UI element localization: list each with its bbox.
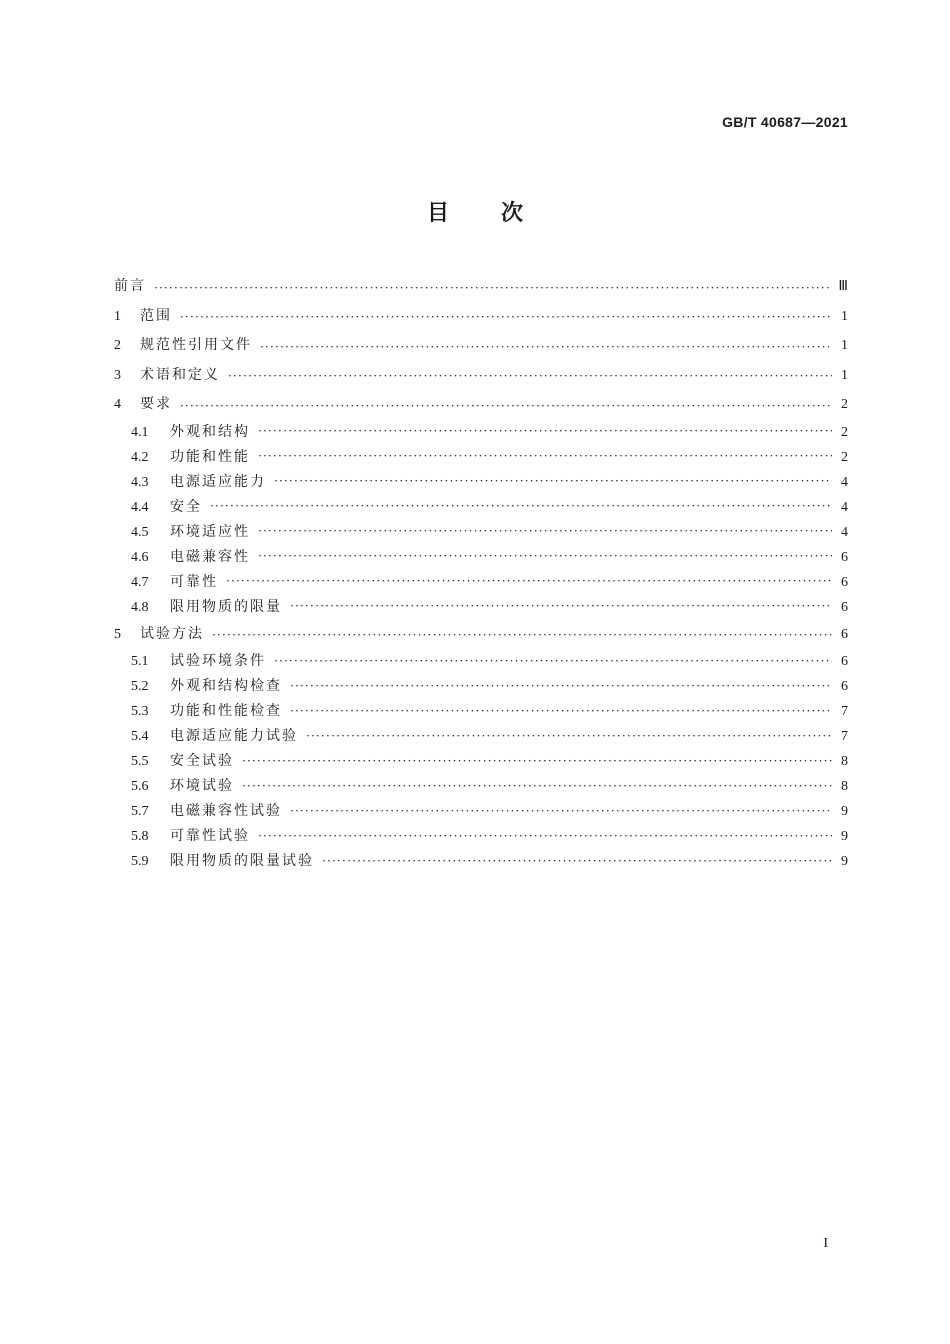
toc-entry-title: 外观和结构检查	[170, 678, 282, 694]
toc-entry[interactable]	[114, 545, 848, 570]
toc-entry-number: 5.8	[131, 829, 149, 844]
toc-entry[interactable]	[114, 595, 848, 620]
toc-entry[interactable]	[114, 470, 848, 495]
toc-entry-page: 8	[841, 754, 848, 769]
toc-entry-title: 电源适应能力	[170, 473, 266, 490]
toc-entry-title: 功能和性能检查	[170, 703, 282, 719]
toc-entry-title: 试验方法	[140, 625, 204, 642]
toc-entry-number: 4.5	[131, 524, 149, 540]
toc-entry-number: 4.3	[131, 474, 149, 490]
toc-entry[interactable]	[114, 774, 848, 799]
toc-entry-page: Ⅲ	[838, 279, 848, 294]
toc-entry-number: 4.4	[131, 499, 149, 515]
toc-dot-leader	[210, 500, 832, 514]
toc-entry-number: 4.6	[131, 549, 149, 565]
toc-entry-page: 8	[841, 779, 848, 794]
toc-dot-leader	[290, 705, 832, 719]
table-of-contents	[114, 272, 848, 874]
toc-entry-number: 5.2	[131, 679, 149, 694]
toc-entry-title: 功能和性能	[170, 448, 250, 465]
toc-dot-leader	[290, 680, 832, 694]
toc-entry-title: 电磁兼容性试验	[170, 803, 282, 819]
toc-entry-title: 范围	[140, 307, 172, 324]
toc-entry[interactable]	[114, 390, 848, 420]
toc-entry-title: 限用物质的限量试验	[170, 853, 314, 869]
toc-dot-leader	[290, 600, 832, 614]
toc-entry-page: 7	[841, 729, 848, 744]
toc-dot-leader	[322, 855, 832, 869]
toc-entry-title: 电磁兼容性	[170, 548, 250, 565]
toc-entry-page: 7	[841, 704, 848, 719]
toc-entry-number: 1	[114, 308, 121, 324]
toc-dot-leader	[226, 575, 832, 589]
toc-entry-title: 术语和定义	[140, 366, 220, 383]
toc-entry-page: 2	[841, 397, 848, 412]
toc-entry-number: 5.9	[131, 854, 149, 869]
toc-entry-page: 6	[841, 599, 848, 615]
toc-entry[interactable]	[114, 420, 848, 445]
page-title: 目次	[426, 201, 575, 226]
toc-entry-number: 4.8	[131, 599, 149, 615]
toc-entry[interactable]	[114, 699, 848, 724]
toc-entry-title: 安全	[170, 498, 202, 515]
toc-entry-number: 5	[114, 626, 121, 642]
toc-entry-number: 5.5	[131, 754, 149, 769]
toc-dot-leader	[258, 550, 832, 564]
toc-entry[interactable]	[114, 520, 848, 545]
toc-entry-page: 6	[841, 626, 848, 642]
toc-entry[interactable]	[114, 649, 848, 674]
toc-dot-leader	[274, 475, 832, 489]
toc-entry[interactable]	[114, 849, 848, 874]
toc-entry-page: 9	[841, 854, 848, 869]
toc-entry-page: 6	[841, 574, 848, 590]
toc-entry-title: 外观和结构	[170, 423, 250, 440]
toc-dot-leader	[306, 730, 832, 744]
toc-entry[interactable]	[114, 824, 848, 849]
toc-dot-leader	[154, 280, 832, 294]
toc-entry-title: 限用物质的限量	[170, 598, 282, 615]
toc-dot-leader	[258, 450, 832, 464]
toc-dot-leader	[260, 339, 832, 353]
toc-entry[interactable]	[114, 361, 848, 391]
toc-entry-title: 试验环境条件	[170, 653, 266, 669]
toc-entry[interactable]	[114, 799, 848, 824]
toc-entry-page: 6	[841, 679, 848, 694]
toc-entry[interactable]	[114, 272, 848, 302]
toc-entry[interactable]	[114, 302, 848, 332]
toc-entry-number: 5.3	[131, 704, 149, 719]
toc-entry[interactable]	[114, 495, 848, 520]
toc-dot-leader	[258, 830, 832, 844]
toc-entry-number: 5.4	[131, 729, 149, 744]
toc-dot-leader	[258, 425, 832, 439]
toc-entry-title: 前言	[114, 278, 146, 294]
toc-entry-number: 4.2	[131, 449, 149, 465]
toc-entry-title: 环境试验	[170, 778, 234, 794]
toc-entry-page: 1	[841, 338, 848, 353]
toc-dot-leader	[242, 755, 832, 769]
toc-entry-number: 5.6	[131, 779, 149, 794]
toc-entry-title: 要求	[140, 396, 172, 412]
toc-entry-page: 4	[841, 474, 848, 490]
toc-entry-number: 4.1	[131, 424, 149, 440]
toc-entry[interactable]	[114, 674, 848, 699]
toc-dot-leader	[212, 627, 832, 641]
toc-entry[interactable]	[114, 445, 848, 470]
toc-entry-title: 规范性引用文件	[140, 337, 252, 353]
toc-dot-leader	[242, 780, 832, 794]
toc-entry-page: 4	[841, 499, 848, 515]
toc-entry-page: 9	[841, 829, 848, 844]
toc-entry-page: 6	[841, 654, 848, 669]
toc-entry-number: 2	[114, 338, 121, 353]
toc-entry-title: 可靠性	[170, 573, 218, 590]
toc-dot-leader	[290, 805, 832, 819]
toc-entry[interactable]	[114, 570, 848, 595]
toc-dot-leader	[228, 368, 832, 382]
toc-dot-leader	[180, 309, 832, 323]
toc-entry-title: 安全试验	[170, 753, 234, 769]
toc-entry-page: 1	[841, 367, 848, 383]
toc-entry-page: 2	[841, 424, 848, 440]
toc-entry-number: 5.1	[131, 654, 149, 669]
toc-entry-page: 9	[841, 804, 848, 819]
toc-entry-title: 电源适应能力试验	[170, 728, 298, 744]
toc-entry-number: 4.7	[131, 574, 149, 590]
toc-entry-page: 4	[841, 524, 848, 540]
toc-entry[interactable]	[114, 724, 848, 749]
toc-dot-leader	[180, 398, 832, 412]
page-number: I	[823, 1236, 828, 1251]
toc-entry[interactable]	[114, 620, 848, 650]
toc-entry[interactable]	[114, 749, 848, 774]
toc-dot-leader	[258, 525, 832, 539]
document-code: GB/T 40687—2021	[722, 114, 848, 130]
toc-entry-title: 可靠性试验	[170, 828, 250, 844]
toc-entry-number: 4	[114, 397, 121, 412]
toc-entry-number: 5.7	[131, 804, 149, 819]
toc-entry[interactable]	[114, 331, 848, 361]
toc-entry-number: 3	[114, 367, 121, 383]
toc-entry-page: 6	[841, 549, 848, 565]
toc-dot-leader	[274, 655, 832, 669]
toc-entry-page: 1	[841, 308, 848, 324]
toc-entry-title: 环境适应性	[170, 523, 250, 540]
toc-entry-page: 2	[841, 449, 848, 465]
